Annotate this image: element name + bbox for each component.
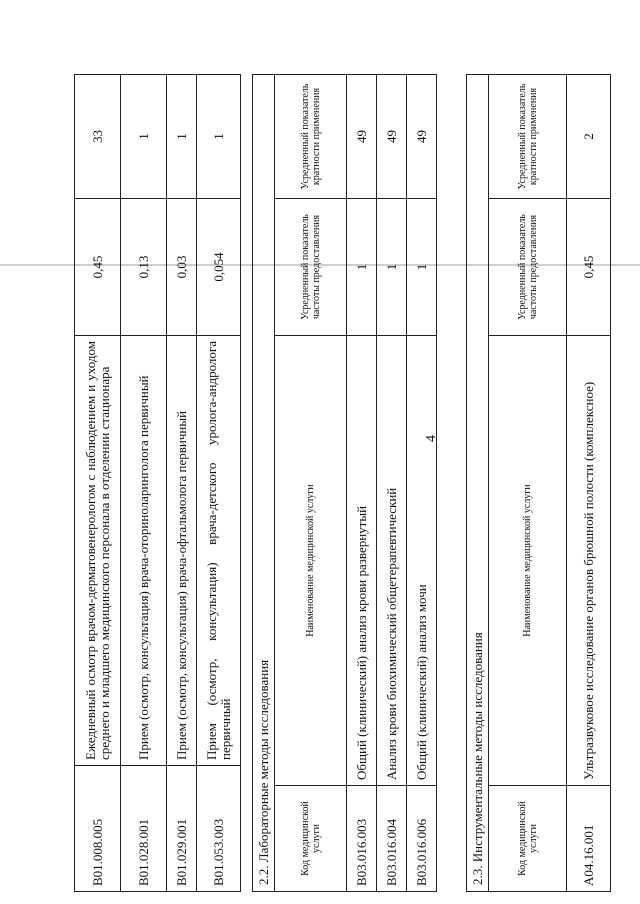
multiplicity-value: 49 <box>407 74 437 198</box>
multiplicity-value: 33 <box>75 75 121 199</box>
header-multiplicity: Усредненный показатель кратности применения <box>275 74 347 198</box>
header-code: Код медицинской услуги <box>275 786 347 892</box>
service-code: B01.028.001 <box>121 766 167 892</box>
frequency-value: 1 <box>347 199 377 336</box>
table-title-row <box>253 74 275 891</box>
service-code: B03.016.004 <box>377 786 407 892</box>
table-header-row <box>489 74 567 891</box>
frequency-value: 0,45 <box>567 199 611 336</box>
frequency-value: 0,45 <box>75 199 121 336</box>
service-name: Прием (осмотр, консультация) врача-оториноларинголога первичный <box>121 336 167 766</box>
frequency-value: 1 <box>407 199 437 336</box>
table-row <box>567 74 611 891</box>
section-title: 2.2. Лабораторные методы исследования <box>253 74 275 891</box>
table-title-row <box>467 74 489 891</box>
multiplicity-value: 1 <box>197 75 241 199</box>
service-code: B03.016.003 <box>347 786 377 892</box>
service-name: Прием (осмотр, консультация) врача-офтальмолога первичный <box>167 336 197 766</box>
header-name: Наименование медицинской услуги <box>489 336 567 786</box>
service-name: Общий (клинический) анализ мочи <box>407 336 437 786</box>
service-name: Прием (осмотр, консультация) врача-детского уролога-андролога первичный <box>197 336 241 766</box>
service-code: B01.053.003 <box>197 766 241 892</box>
header-name: Наименование медицинской услуги <box>275 336 347 786</box>
service-code: B03.016.006 <box>407 786 437 892</box>
service-name: Ультразвуковое исследование органов брюшной полости (комплексное) <box>567 336 611 786</box>
multiplicity-value: 1 <box>167 75 197 199</box>
table-header-row <box>275 74 347 891</box>
table-row <box>407 74 437 891</box>
header-frequency: Усредненный показатель частоты предоставления <box>489 199 567 336</box>
header-code: Код медицинской услуги <box>489 786 567 892</box>
service-code: B01.008.005 <box>75 766 121 892</box>
table-row <box>377 74 407 891</box>
service-name: Ежедневный осмотр врачом-дерматовенерологом с наблюдением и уходом среднего и младшего медицинского персонала в отделении стационара <box>75 336 121 766</box>
multiplicity-value: 49 <box>347 74 377 198</box>
header-frequency: Усредненный показатель частоты предоставления <box>275 199 347 336</box>
instrumental-methods-table <box>466 74 611 892</box>
table-row <box>197 75 241 892</box>
service-code: B01.029.001 <box>167 766 197 892</box>
table-row <box>167 75 197 892</box>
multiplicity-value: 49 <box>377 74 407 198</box>
frequency-value: 0,13 <box>121 199 167 336</box>
frequency-value: 0,03 <box>167 199 197 336</box>
table-row <box>75 75 121 892</box>
lab-methods-table <box>252 74 437 892</box>
service-code: A04.16.001 <box>567 786 611 892</box>
header-multiplicity: Усредненный показатель кратности применения <box>489 74 567 198</box>
frequency-value: 0,054 <box>197 199 241 336</box>
service-name: Анализ крови биохимический общетерапевтический <box>377 336 407 786</box>
consultations-table <box>74 74 241 892</box>
table-row <box>121 75 167 892</box>
section-title: 2.3. Инструментальные методы исследования <box>467 74 489 891</box>
multiplicity-value: 1 <box>121 75 167 199</box>
multiplicity-value: 2 <box>567 74 611 198</box>
frequency-value: 1 <box>377 199 407 336</box>
page-number: 4 <box>424 435 439 442</box>
table-row <box>347 74 377 891</box>
service-name: Общий (клинический) анализ крови развернутый <box>347 336 377 786</box>
